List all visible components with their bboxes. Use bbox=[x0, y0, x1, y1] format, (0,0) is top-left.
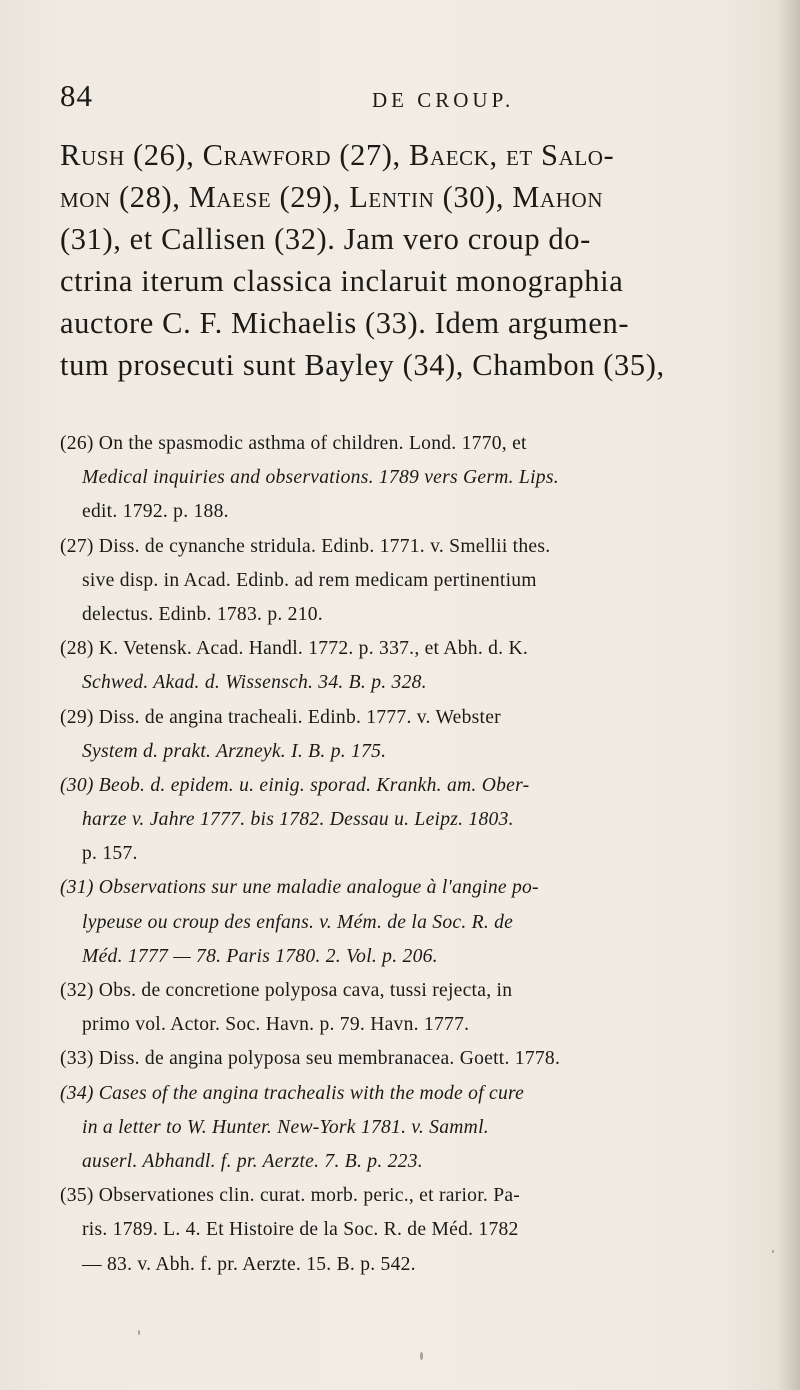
footnote-line: (31) Observations sur une maladie analogue à l'angine po- bbox=[60, 877, 539, 899]
page-header bbox=[60, 78, 760, 118]
footnote-line: — 83. v. Abh. f. pr. Aerzte. 15. B. p. 542. bbox=[82, 1253, 416, 1275]
footnote-line: (32) Obs. de concretione polyposa cava, tussi rejecta, in bbox=[60, 980, 513, 1001]
footnote-line: harze v. Jahre 1777. bis 1782. Dessau u. Leipz. 1803. bbox=[82, 809, 514, 831]
footnotes bbox=[60, 427, 780, 1282]
body-line: ctrina iterum classica inclaruit monographia bbox=[60, 264, 624, 298]
footnote-line: (30) Beob. d. epidem. u. einig. sporad. Krankh. am. Ober- bbox=[60, 774, 530, 796]
footnote-line: sive disp. in Acad. Edinb. ad rem medicam pertinentium bbox=[82, 569, 537, 591]
footnote-line: (34) Cases of the angina trachealis with the mode of cure bbox=[60, 1082, 525, 1104]
body-line: mon (28), Maese (29), Lentin (30), Mahon bbox=[60, 180, 604, 214]
page-edge-shadow bbox=[778, 0, 800, 1390]
footnote-line: delectus. Edinb. 1783. p. 210. bbox=[82, 603, 323, 625]
page-number: 84 bbox=[60, 78, 93, 113]
footnote-line: (27) Diss. de cynanche stridula. Edinb. 1771. v. Smellii thes. bbox=[60, 535, 551, 557]
main-paragraph bbox=[60, 134, 770, 386]
footnote-line: (35) Observationes clin. curat. morb. peric., et rarior. Pa- bbox=[60, 1185, 521, 1207]
body-line: tum prosecuti sunt Bayley (34), Chambon (35), bbox=[60, 348, 665, 382]
footnote-line: (28) K. Vetensk. Acad. Handl. 1772. p. 337., et Abh. d. K. bbox=[60, 638, 529, 660]
paper-speck bbox=[420, 1352, 423, 1360]
footnote-line: (29) Diss. de angina tracheali. Edinb. 1777. v. Webster bbox=[60, 706, 501, 728]
footnote-line: edit. 1792. p. 188. bbox=[82, 501, 229, 523]
footnote-line: (33) Diss. de angina polyposa seu membranacea. Goett. 1778. bbox=[60, 1048, 561, 1070]
footnote-line: (26) On the spasmodic asthma of children. Lond. 1770, et bbox=[60, 433, 527, 454]
body-line: (31), et Callisen (32). Jam vero croup do- bbox=[60, 222, 591, 256]
footnote-line: System d. prakt. Arzneyk. I. B. p. 175. bbox=[82, 740, 387, 762]
body-line: auctore C. F. Michaelis (33). Idem argumen- bbox=[60, 306, 630, 340]
footnote-line: Méd. 1777 — 78. Paris 1780. 2. Vol. p. 206. bbox=[82, 945, 438, 967]
footnote-line: Medical inquiries and observations. 1789 vers Germ. Lips. bbox=[82, 467, 559, 489]
footnote-line: primo vol. Actor. Soc. Havn. p. 79. Havn. 1777. bbox=[82, 1014, 470, 1036]
footnote-line: lypeuse ou croup des enfans. v. Mém. de la Soc. R. de bbox=[82, 911, 514, 933]
running-head: DE CROUP. bbox=[372, 88, 515, 112]
paper-speck bbox=[138, 1330, 140, 1335]
footnote-line: ris. 1789. L. 4. Et Histoire de la Soc. R. de Méd. 1782 bbox=[82, 1219, 519, 1241]
footnote-line: Schwed. Akad. d. Wissensch. 34. B. p. 328. bbox=[82, 672, 427, 694]
footnote-line: auserl. Abhandl. f. pr. Aerzte. 7. B. p. 223. bbox=[82, 1150, 423, 1172]
footnote-line: in a letter to W. Hunter. New-York 1781. v. Samml. bbox=[82, 1116, 489, 1138]
body-line: Rush (26), Crawford (27), Baeck, et Salo- bbox=[60, 138, 615, 172]
paper-speck bbox=[772, 1250, 774, 1253]
footnote-line: p. 157. bbox=[82, 843, 138, 865]
